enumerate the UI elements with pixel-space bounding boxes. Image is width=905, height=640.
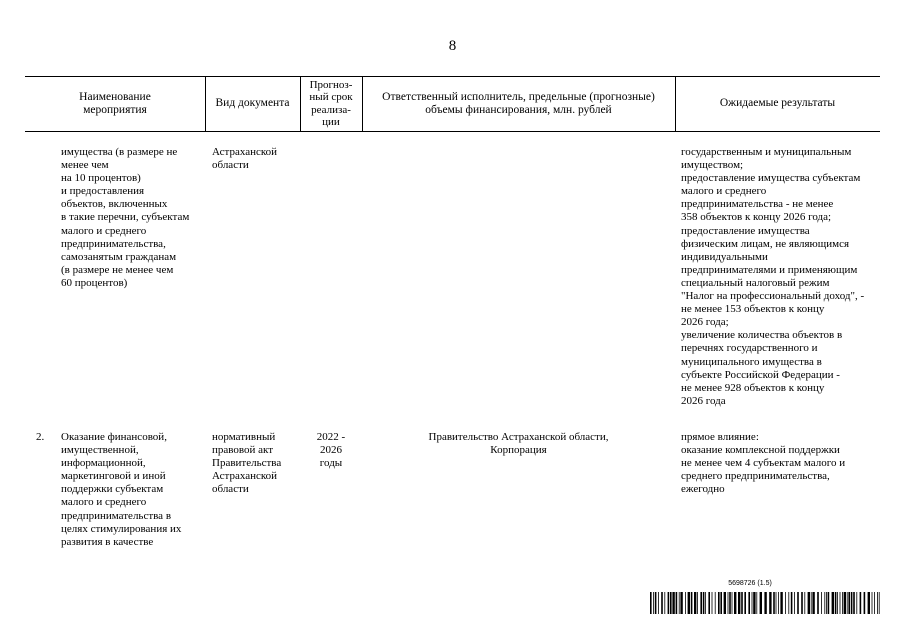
row2-number: 2. bbox=[36, 431, 45, 443]
table-header-rule bbox=[25, 131, 880, 132]
header-doc-type: Вид документа bbox=[215, 97, 290, 109]
row1-name: имущества (в размере не менее чем на 10 процентов) и предоставления объектов, включенных в такие перечни, субъектам малого и среднего предпринимательства, самозанятым гражданам (в размере не менее чем 60 процентов) bbox=[61, 146, 190, 289]
row2-executor: Правительство Астраханской области, Корпорация bbox=[428, 431, 609, 457]
barcode-number: 5698726 (1.5) bbox=[728, 580, 772, 587]
row1-doc-type: Астраханской области bbox=[212, 146, 278, 172]
header-name: Наименование мероприятия bbox=[79, 90, 151, 116]
row1-results: государственным и муниципальным имуществом; предоставление имущества субъектам малого и среднего предпринимательства - не менее 358 объектов к концу 2026 года; предоставление имущества физическим лицам, не являющимся индивидуальными предпринимателями и применяющим специальный налоговый режим "Налог на профессиональный доход", - не менее 153 объектов к концу 2026 года; увеличение количества объектов в перечнях государственного и муниципального имущества в субъекте Российской Федерации - не менее 928 объектов к концу 2026 года bbox=[681, 146, 865, 407]
header-executor: Ответственный исполнитель, предельные (прогнозные) объемы финансирования, млн. рублей bbox=[382, 90, 655, 116]
barcode bbox=[650, 592, 880, 614]
page-number: 8 bbox=[448, 38, 457, 54]
header-term: Прогноз- ный срок реализа- ции bbox=[309, 78, 353, 128]
header-results: Ожидаемые результаты bbox=[719, 97, 836, 109]
row2-term: 2022 - 2026 годы bbox=[316, 431, 346, 470]
row2-results: прямое влияние: оказание комплексной поддержки не менее чем 4 субъектам малого и среднего предпринимательства, ежегодно bbox=[681, 431, 846, 496]
row2-name: Оказание финансовой, имущественной, информационной, маркетинговой и иной поддержки субъектам малого и среднего предпринимательства в целях стимулирования их развития в качестве bbox=[61, 431, 182, 548]
row2-doc-type: нормативный правовой акт Правительства Астраханской области bbox=[212, 431, 282, 496]
